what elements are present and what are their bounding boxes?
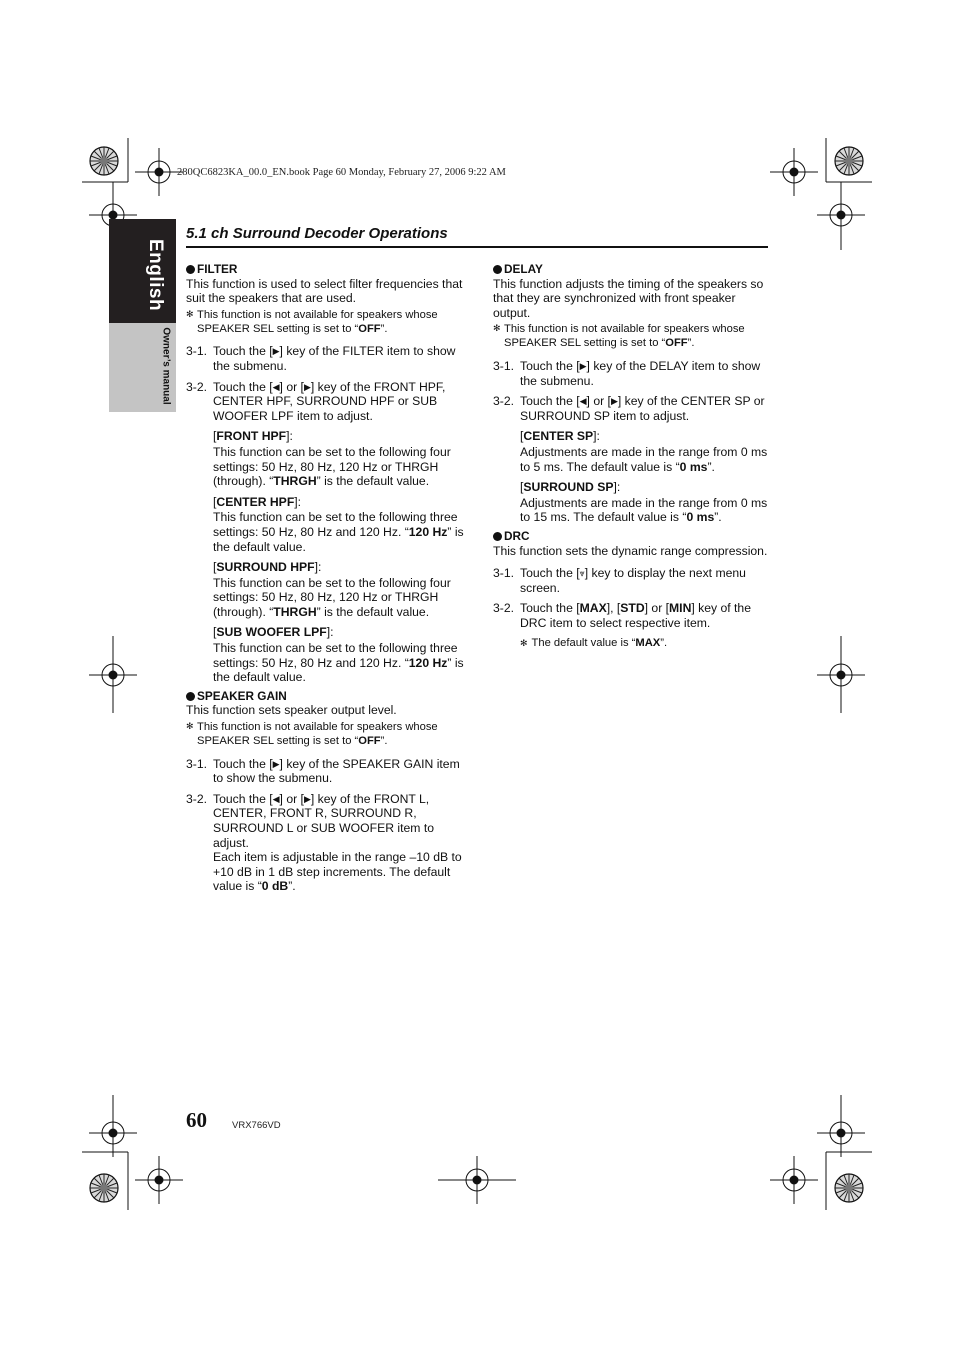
model-number: VRX766VD <box>232 1120 281 1131</box>
asterisk-icon: ✻ <box>520 638 528 649</box>
filter-intro: This function is used to select filter frequencies that suit the speakers that are used. <box>186 276 463 306</box>
play-right-icon: ▶ <box>579 360 587 371</box>
book-file-info: 280QC6823KA_00.0_EN.book Page 60 Monday, February 27, 2006 9:22 AM <box>177 167 506 178</box>
bullet-icon <box>186 265 195 274</box>
play-left-icon: ◀ <box>579 396 587 407</box>
center-hpf-item: [CENTER HPF]: This function can be set to the following three settings: 50 Hz, 80 Hz and 120 Hz. “120 Hz” is the default value. <box>213 494 464 554</box>
asterisk-icon: ✻ <box>186 721 194 732</box>
filter-step-1: 3-1. Touch the [▶] key of the FILTER item to show the submenu. <box>186 344 456 373</box>
asterisk-icon: ✻ <box>493 323 501 334</box>
drc-step-2: 3-2. Touch the [MAX], [STD] or [MIN] key of the DRC item to select respective item. <box>493 601 751 630</box>
star-target-top-right <box>835 147 863 175</box>
center-sp-item: [CENTER SP]: Adjustments are made in the range from 0 ms to 5 ms. The default value is “0 ms”. <box>520 429 768 474</box>
play-right-icon: ▶ <box>610 396 618 407</box>
side-tab-manual-label: Owner’s manual <box>160 327 172 405</box>
bullet-icon <box>493 265 502 274</box>
side-tab-language-label: English <box>145 238 166 312</box>
surround-sp-item: [SURROUND SP]: Adjustments are made in the range from 0 ms to 15 ms. The default value is “0 ms”. <box>520 480 768 525</box>
front-hpf-item: [FRONT HPF]: This function can be set to the following four settings: 50 Hz, 80 Hz, 120 Hz or THRGH (through). “THRGH” is the default value. <box>213 429 451 489</box>
speaker-gain-heading: SPEAKER GAIN <box>186 689 464 704</box>
asterisk-icon: ✻ <box>186 308 194 319</box>
delay-intro: This function adjusts the timing of the speakers so that they are synchronized with front speaker output. <box>493 276 764 320</box>
delay-heading: DELAY <box>493 262 771 277</box>
filter-note: ✻ This function is not available for speakers whose SPEAKER SEL setting is set to “OFF”. <box>186 308 438 335</box>
section-title: 5.1 ch Surround Decoder Operations <box>186 225 448 242</box>
drc-note: ✻ The default value is “MAX”. <box>520 637 668 650</box>
filter-heading: FILTER <box>186 262 464 277</box>
right-column <box>493 262 771 651</box>
drc-step-1: 3-1. Touch the [⩔] key to display the next menu screen. <box>493 566 746 595</box>
left-column <box>186 262 464 900</box>
speaker-gain-step-1: 3-1. Touch the [▶] key of the SPEAKER GAIN item to show the submenu. <box>186 756 460 786</box>
star-target-bottom-right <box>835 1174 863 1202</box>
play-left-icon: ◀ <box>272 793 280 804</box>
bullet-icon <box>493 532 502 541</box>
double-chevron-down-icon: ⩔ <box>579 568 585 579</box>
speaker-gain-intro: This function sets speaker output level. <box>186 703 397 718</box>
delay-step-2: 3-2. Touch the [◀] or [▶] key of the CENTER SP or SURROUND SP item to adjust. <box>493 394 765 423</box>
filter-step-2: 3-2. Touch the [◀] or [▶] key of the FRONT HPF, CENTER HPF, SURROUND HPF or SUB WOOFER LPF item to adjust. <box>186 379 446 423</box>
sub-woofer-lpf-item: [SUB WOOFER LPF]: This function can be set to the following three settings: 50 Hz, 80 Hz and 120 Hz. “120 Hz” is the default value. <box>213 625 464 685</box>
title-rule <box>186 246 768 248</box>
play-left-icon: ◀ <box>272 381 280 392</box>
star-target-bottom-left <box>90 1174 118 1202</box>
play-right-icon: ▶ <box>303 793 311 804</box>
delay-step-1: 3-1. Touch the [▶] key of the DELAY item to show the submenu. <box>493 358 761 388</box>
speaker-gain-note: ✻ This function is not available for speakers whose SPEAKER SEL setting is set to “OFF”. <box>186 721 438 747</box>
play-right-icon: ▶ <box>303 381 311 392</box>
play-right-icon: ▶ <box>272 758 280 769</box>
speaker-gain-step-2: 3-2. Touch the [◀] or [▶] key of the FRONT L, CENTER, FRONT R, SURROUND R, SURROUND L or SUB WOOFER item to adjust. Each item is adjustable in the range –10 dB to +10 dB in 1 dB step increments. The default value is “0 dB”. <box>186 791 462 894</box>
star-target-top-left <box>90 147 118 175</box>
drc-heading: DRC <box>493 529 771 544</box>
play-right-icon: ▶ <box>272 346 280 357</box>
drc-intro: This function sets the dynamic range compression. <box>493 543 768 558</box>
delay-note: ✻ This function is not available for speakers whose SPEAKER SEL setting is set to “OFF”. <box>493 323 745 350</box>
surround-hpf-item: [SURROUND HPF]: This function can be set to the following four settings: 50 Hz, 80 Hz, 120 Hz or THRGH (through). “THRGH” is the default value. <box>213 560 451 619</box>
bullet-icon <box>186 692 195 701</box>
page-number: 60 <box>186 1108 207 1132</box>
